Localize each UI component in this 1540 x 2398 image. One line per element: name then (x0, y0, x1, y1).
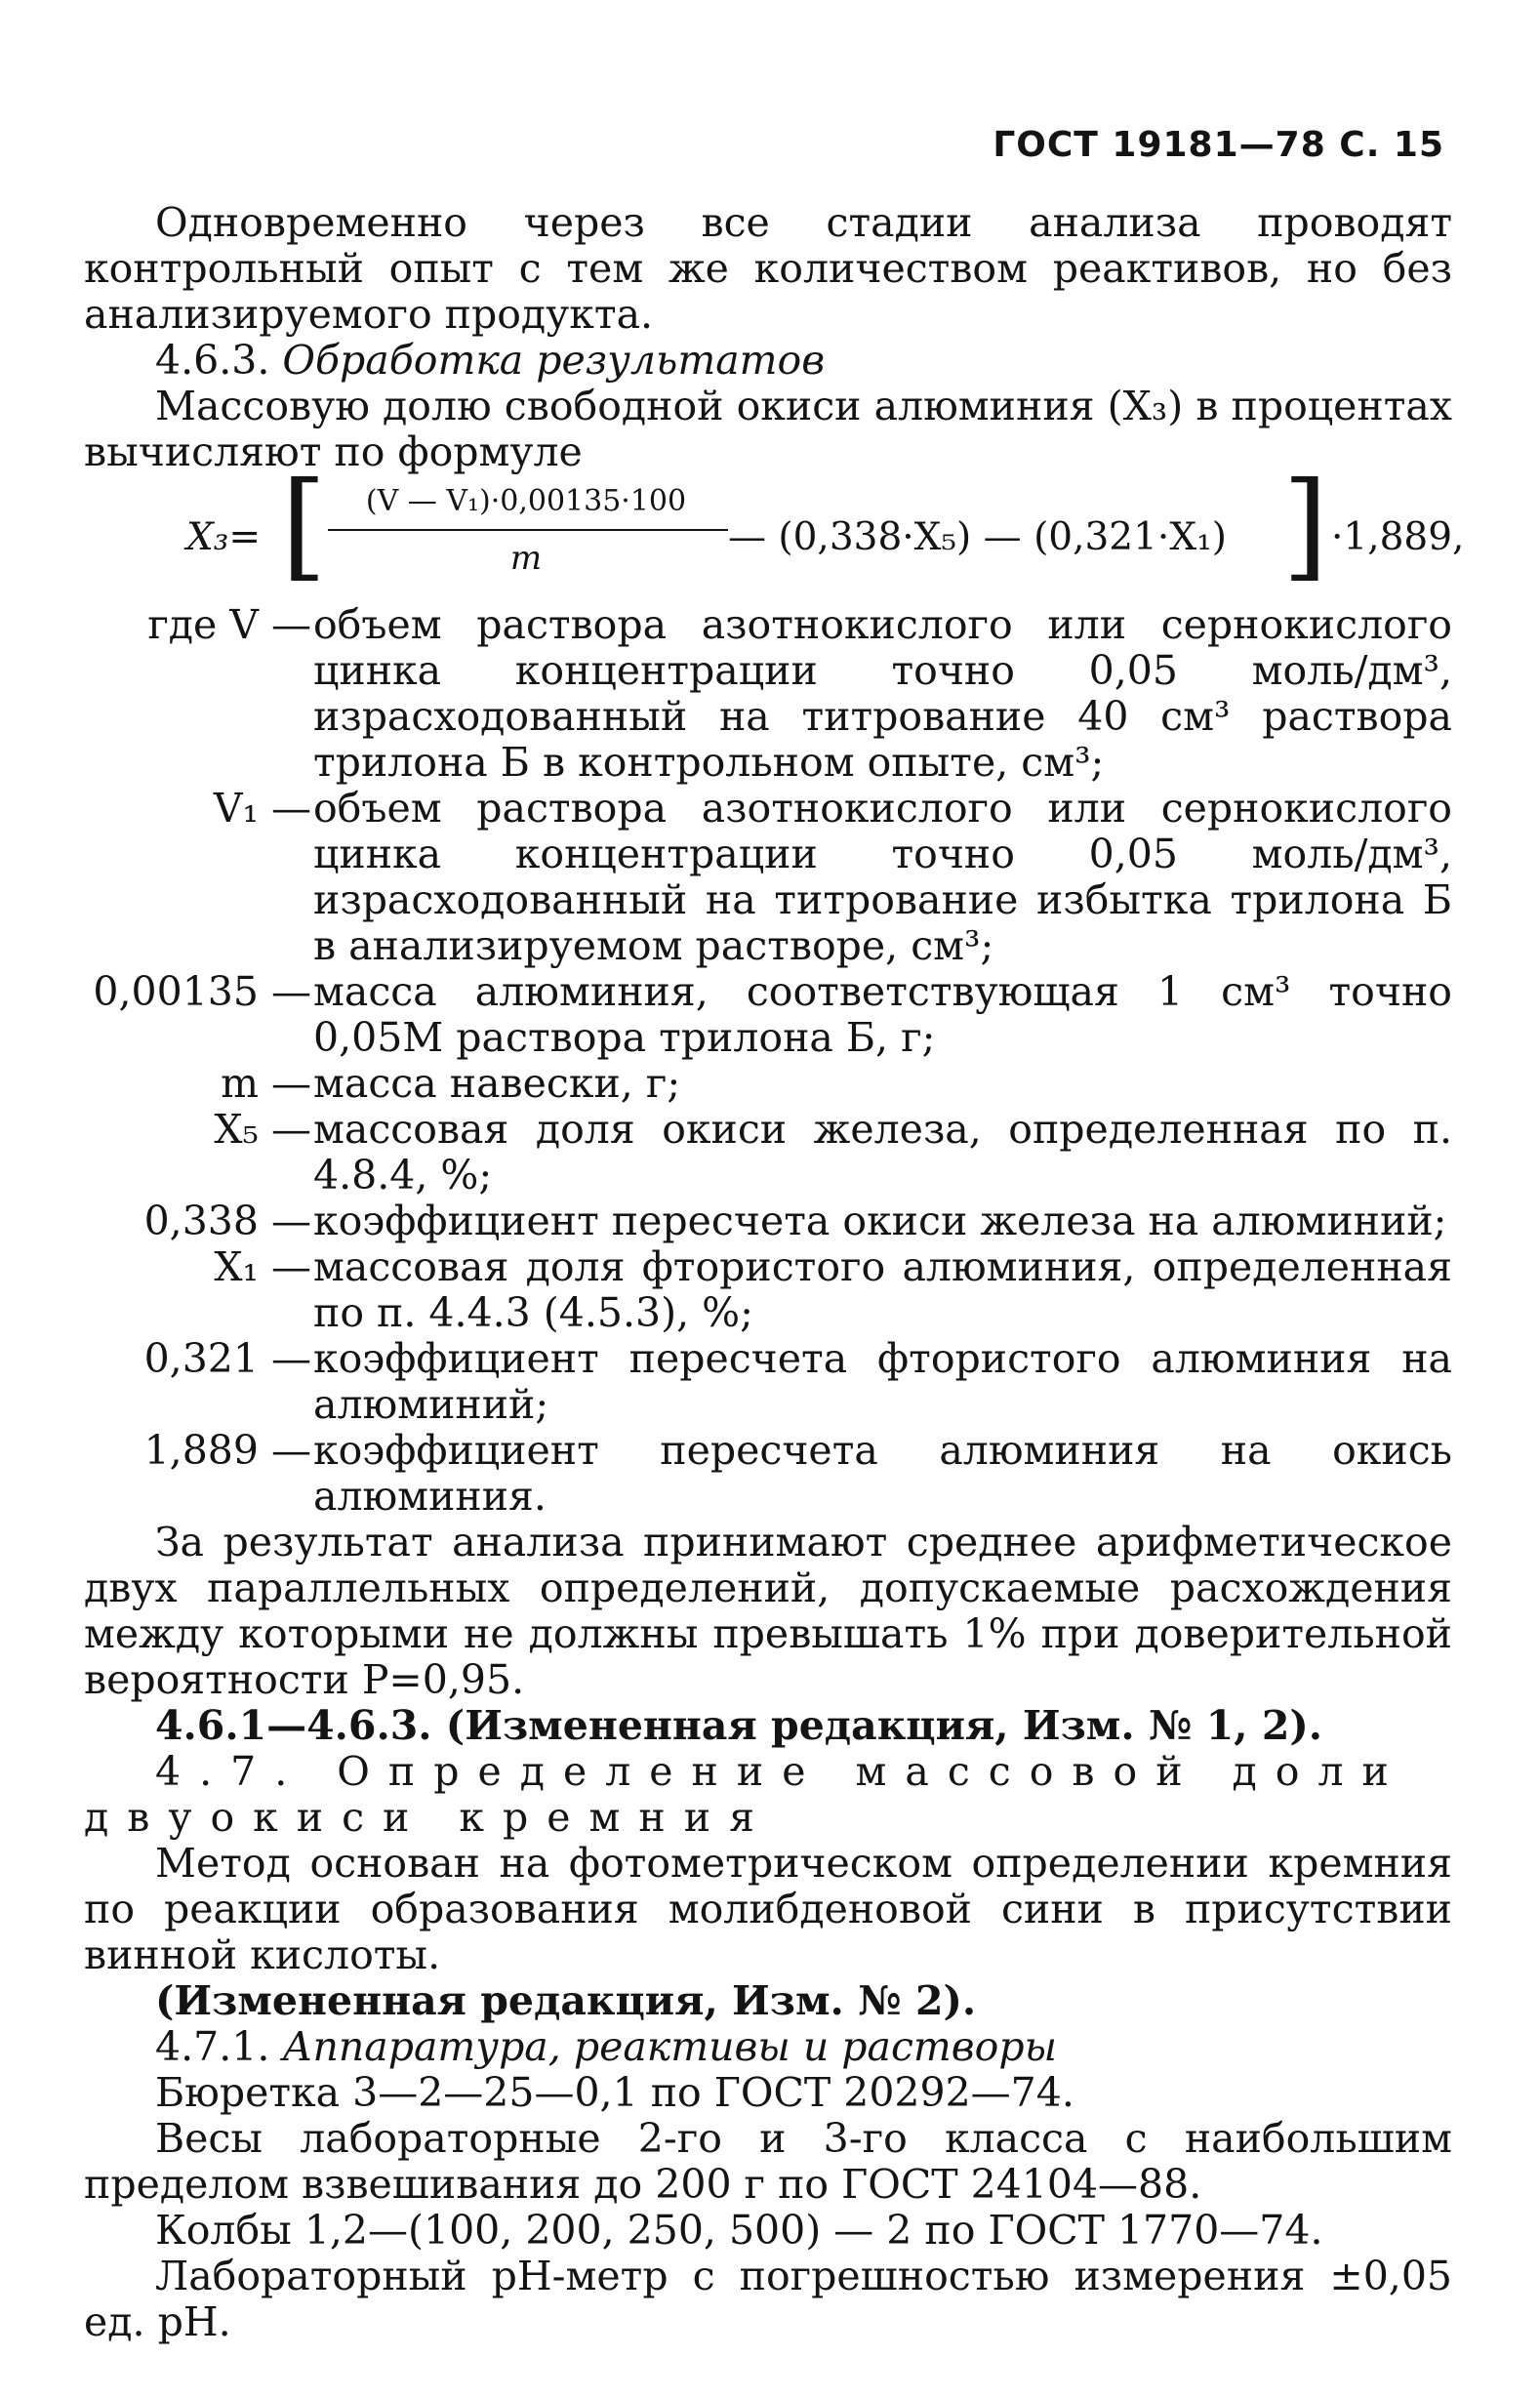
def-text: коэффициент пересчета окиси железа на алюминий; (313, 1198, 1447, 1244)
section-number: 4.6.3. (155, 337, 270, 384)
equipment-ph-meter: Лабораторный рН-метр с погрешностью измерения ±0,05 ед. рН. (84, 2253, 1452, 2345)
amendment-note-2: (Измененная редакция, Изм. № 2). (155, 1977, 977, 2024)
paragraph-method: Метод основан на фотометрическом определении кремния по реакции образования молибденовой сини в присутствии винной кислоты. (84, 1840, 1452, 1978)
def-text: масса алюминия, соответствующая 1 см³ точно 0,05М раствора трилона Б, г; (313, 968, 1452, 1061)
def-key: X₁ — (214, 1243, 311, 1290)
formula-tail: ·1,889, (1331, 515, 1465, 559)
formula-numerator: (V — V₁)·0,00135·100 (365, 484, 687, 518)
def-text: коэффициент пересчета фтористого алюминия на алюминий; (313, 1335, 1452, 1428)
document-body (84, 199, 1465, 2345)
formula-x3 (84, 458, 1465, 598)
def-text: массовая доля окиси железа, определенная по п. 4.8.4, %; (313, 1106, 1452, 1199)
variable-definitions (84, 602, 1452, 1520)
paragraph-formula-intro: Массовую долю свободной окиси алюминия (X₃) в процентах вычисляют по формуле (84, 383, 1452, 475)
def-key: 0,338 — (143, 1198, 311, 1244)
amendment-note-1-2: 4.6.1—4.6.3. (Измененная редакция, Изм. № 1, 2). (155, 1702, 1323, 1749)
def-key: 1,889 — (143, 1427, 311, 1474)
paragraph-result: За результат анализа принимают среднее арифметическое двух параллельных определений, допускаемые расхождения между которыми не должны превышать 1% при доверительной вероятности P=0,95. (84, 1519, 1452, 1703)
paragraph-control-test: Одновременно через все стадии анализа проводят контрольный опыт с тем же количеством реактивов, но без анализируемого продукта. (84, 199, 1452, 338)
formula-left-bracket: [ (281, 458, 327, 593)
def-text: объем раствора азотнокислого или сернокислого цинка концентрации точно 0,05 моль/дм³, израсходованный на титрование избытка трилона Б в анализируемом растворе, см³; (313, 785, 1452, 969)
equipment-burette: Бюретка 3—2—25—0,1 по ГОСТ 20292—74. (155, 2069, 1074, 2116)
def-key: 0,321 — (143, 1335, 311, 1382)
def-text: массовая доля фтористого алюминия, определенная по п. 4.4.3 (4.5.3), %; (313, 1243, 1452, 1336)
equipment-flasks: Колбы 1,2—(100, 200, 250, 500) — 2 по ГОСТ 1770—74. (155, 2207, 1323, 2254)
def-key: 0,00135 — (93, 968, 311, 1015)
def-text: коэффициент пересчета алюминия на окись алюминия. (313, 1427, 1452, 1520)
section-title: Аппаратура, реактивы и растворы (282, 2023, 1057, 2070)
page-header: ГОСТ 19181—78 С. 15 (993, 125, 1444, 165)
equipment-scales: Весы лабораторные 2-го и 3-го класса с наибольшим пределом взвешивания до 200 г по ГОСТ 24104—88. (84, 2115, 1452, 2208)
section-number: 4.7.1. (155, 2023, 270, 2070)
def-text: объем раствора азотнокислого или сернокислого цинка концентрации точно 0,05 моль/дм³, израсходованный на титрование 40 см³ раствора трилона Б в контрольном опыте, см³; (313, 601, 1452, 786)
section-heading-4-7: 4.7. Определение массовой доли двуокиси кремния (84, 1748, 1407, 1841)
section-title: Обработка результатов (282, 337, 826, 384)
def-key: V₁ — (213, 785, 311, 832)
fraction-bar (328, 529, 728, 531)
formula-denominator: m (509, 539, 543, 578)
section-heading-4-7-1 (84, 2024, 1452, 2070)
def-key: X₅ — (214, 1106, 311, 1153)
formula-middle-terms: — (0,338·X₅) — (0,321·X₁) (728, 515, 1227, 559)
section-heading-4-6-3 (84, 338, 1452, 384)
formula-lhs: X₃= (186, 515, 262, 559)
def-text: масса навески, г; (313, 1060, 681, 1107)
def-key: где V — (147, 601, 311, 648)
def-key: m — (221, 1060, 311, 1107)
formula-right-bracket: ] (1282, 458, 1328, 593)
